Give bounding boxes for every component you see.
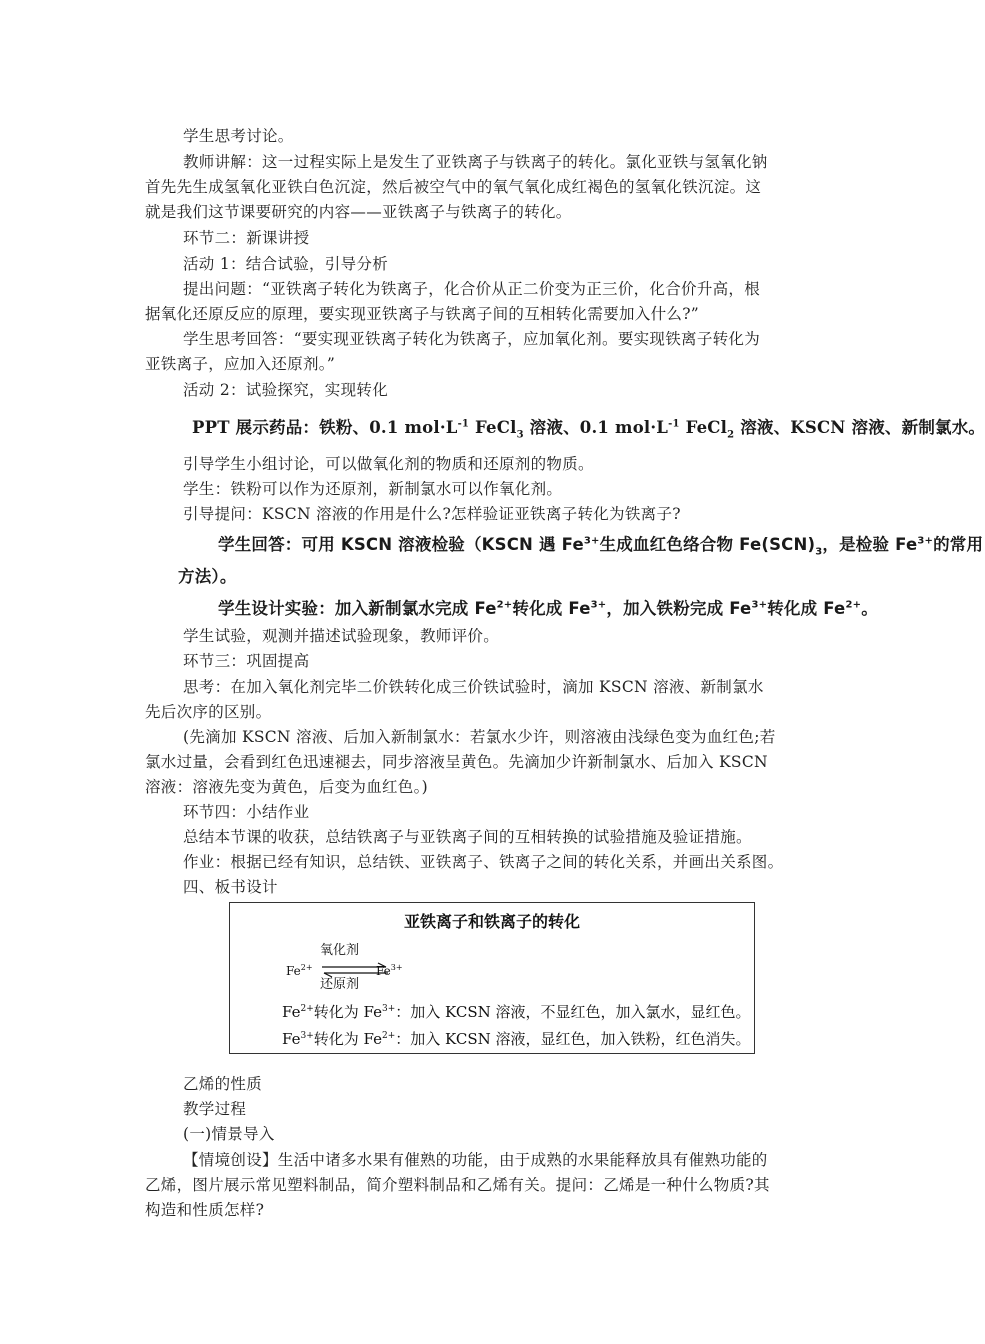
student-answer-image-text-line1 <box>218 531 984 558</box>
student-reagents: 学生：铁粉可以作为还原剂，新制氯水可以作氧化剂。 <box>183 480 563 498</box>
note-line2: 氯水过量，会看到红色迅速褪去，同步溶液呈黄色。先滴加少许新制氯水、后加入 KSCN <box>145 753 768 771</box>
board-title: 亚铁离子和铁离子的转化 <box>403 912 580 931</box>
answer-text-a: 学生回答：可用 KSCN 溶液检验（KSCN 遇 Fe <box>218 535 584 554</box>
answer-sub: 3 <box>815 546 823 558</box>
summary-text: 总结本节课的收获，总结铁离子与亚铁离子间的互相转换的试验措施及验证措施。 <box>183 828 752 846</box>
design-text-c: ，加入铁粉完成 Fe <box>606 599 752 618</box>
ppt-exp-1: -1 <box>457 418 470 430</box>
fe3-symbol: Fe <box>376 964 391 978</box>
note-line3: 溶液：溶液先变为黄色，后变为血红色。) <box>145 778 428 796</box>
student-design-image-text <box>218 595 878 619</box>
fe2-symbol: Fe <box>286 964 301 978</box>
answer-text-c: ，是检验 Fe <box>822 535 918 554</box>
question-line2: 据氧化还原反应的原理，要实现亚铁离子与铁离子间的互相转化需要加入什么?” <box>145 305 700 323</box>
think-line1: 思考：在加入氧化剂完毕二价铁转化成三价铁试验时，滴加 KSCN 溶液、新制氯水 <box>183 678 764 696</box>
homework-text: 作业：根据已经有知识，总结铁、亚铁离子、铁离子之间的转化关系，并画出关系图。 <box>183 853 784 871</box>
board-rule-fe2-to-fe3 <box>282 1001 751 1022</box>
design-text-b: 转化成 Fe <box>512 599 591 618</box>
fe2-label <box>286 963 313 978</box>
paragraph-teacher-explanation-line1: 教师讲解：这一过程实际上是发生了亚铁离子与铁离子的转化。氯化亚铁与氢氧化钠 <box>183 153 768 171</box>
paragraph-teacher-explanation-line3: 就是我们这节课要研究的内容——亚铁离子与铁离子的转化。 <box>145 203 572 221</box>
fe2-charge: 2+ <box>300 963 313 972</box>
board-design-box <box>229 902 755 1054</box>
section-heading-board: 四、板书设计 <box>183 878 278 896</box>
board-rule-fe3-to-fe2 <box>282 1028 751 1049</box>
activity-2-heading: 活动 2：试验探究，实现转化 <box>183 381 388 399</box>
design-text-d: 转化成 Fe <box>767 599 846 618</box>
design-sup-3: 3+ <box>751 599 768 611</box>
design-text-e: 。 <box>861 599 878 618</box>
design-sup-2: 3+ <box>590 599 607 611</box>
section-heading-summary: 环节四：小结作业 <box>183 803 310 821</box>
section-heading-new-lesson: 环节二：新课讲授 <box>183 229 310 247</box>
design-sup-4: 2+ <box>845 599 862 611</box>
student-answer-line2: 亚铁离子，应加入还原剂。” <box>145 355 336 373</box>
rule2-text-b: 转化为 Fe <box>313 1030 382 1048</box>
ppt-reagents-image-text <box>192 414 985 441</box>
paragraph-student-discussion: 学生思考讨论。 <box>183 127 294 145</box>
ppt-text-5: 溶液、KSCN 溶液、新制氯水。 <box>734 418 985 437</box>
note-line1: (先滴加 KSCN 溶液、后加入新制氯水：若氯水少许，则溶液由浅绿色变为血红色;若 <box>183 728 776 746</box>
answer-text-b: 生成血红色络合物 Fe(SCN) <box>599 535 816 554</box>
rule1-fe: Fe <box>282 1003 301 1021</box>
design-sup-1: 2+ <box>496 599 513 611</box>
rule1-text-c: ：加入 KCSN 溶液，不显红色，加入氯水，显红色。 <box>395 1003 751 1021</box>
ppt-text-2: FeCl <box>469 418 517 437</box>
guide-discussion: 引导学生小组讨论，可以做氧化剂的物质和还原剂的物质。 <box>183 455 594 473</box>
scenario-line1: 【情境创设】生活中诸多水果有催熟的功能，由于成熟的水果能释放具有催熟功能的 <box>183 1151 768 1169</box>
scene-intro-heading: (一)情景导入 <box>183 1125 275 1143</box>
ethylene-title: 乙烯的性质 <box>183 1075 263 1093</box>
answer-text-d: 的常用 <box>933 535 984 554</box>
ppt-exp-2: -1 <box>668 418 680 430</box>
fe3-label <box>376 963 403 978</box>
think-line2: 先后次序的区别。 <box>145 703 272 721</box>
scenario-line3: 构造和性质怎样? <box>145 1201 265 1219</box>
rule2-text-c: ：加入 KCSN 溶液，显红色，加入铁粉，红色消失。 <box>395 1030 751 1048</box>
scenario-line2: 乙烯，图片展示常见塑料制品，简介塑料制品和乙烯有关。提问：乙烯是一种什么物质?其 <box>145 1176 770 1194</box>
paragraph-teacher-explanation-line2: 首先先生成氢氧化亚铁白色沉淀，然后被空气中的氧气氧化成红褐色的氢氧化铁沉淀。这 <box>145 178 762 196</box>
student-answer-image-text-line2: 方法）。 <box>178 567 237 586</box>
rule2-fe: Fe <box>282 1030 301 1048</box>
answer-sup-1: 3+ <box>583 535 600 547</box>
activity-1-heading: 活动 1：结合试验，引导分析 <box>183 255 388 273</box>
ppt-text-3: 溶液、0.1 mol·L <box>523 418 669 437</box>
ppt-sub-1: 3 <box>516 429 524 441</box>
design-text-a: 学生设计实验：加入新制氯水完成 Fe <box>218 599 497 618</box>
reductant-label: 还原剂 <box>320 977 360 992</box>
rule1-text-b: 转化为 Fe <box>313 1003 382 1021</box>
rule2-charge2: 2+ <box>381 1031 396 1041</box>
teaching-process: 教学过程 <box>183 1100 247 1118</box>
rule1-charge1: 2+ <box>300 1004 314 1014</box>
ppt-text-4: FeCl <box>679 418 728 437</box>
rule1-charge2: 3+ <box>381 1004 396 1014</box>
question-line1: 提出问题：“亚铁离子转化为铁离子，化合价从正二价变为正三价，化合价升高，根 <box>183 280 761 298</box>
student-answer-line1: 学生思考回答：“要实现亚铁离子转化为铁离子，应加氧化剂。要实现铁离子转化为 <box>183 330 761 348</box>
answer-sup-2: 3+ <box>917 535 934 547</box>
section-heading-consolidate: 环节三：巩固提高 <box>183 652 310 670</box>
oxidant-label: 氧化剂 <box>320 943 360 958</box>
ppt-sub-2: 2 <box>727 429 735 441</box>
rule2-charge1: 3+ <box>300 1031 314 1041</box>
guide-question: 引导提问：KSCN 溶液的作用是什么?怎样验证亚铁离子转化为铁离子? <box>183 505 681 523</box>
ppt-text-1: PPT 展示药品：铁粉、0.1 mol·L <box>192 418 458 437</box>
fe3-charge: 3+ <box>390 963 403 972</box>
student-experiment: 学生试验，观测并描述试验现象，教师评价。 <box>183 627 500 645</box>
